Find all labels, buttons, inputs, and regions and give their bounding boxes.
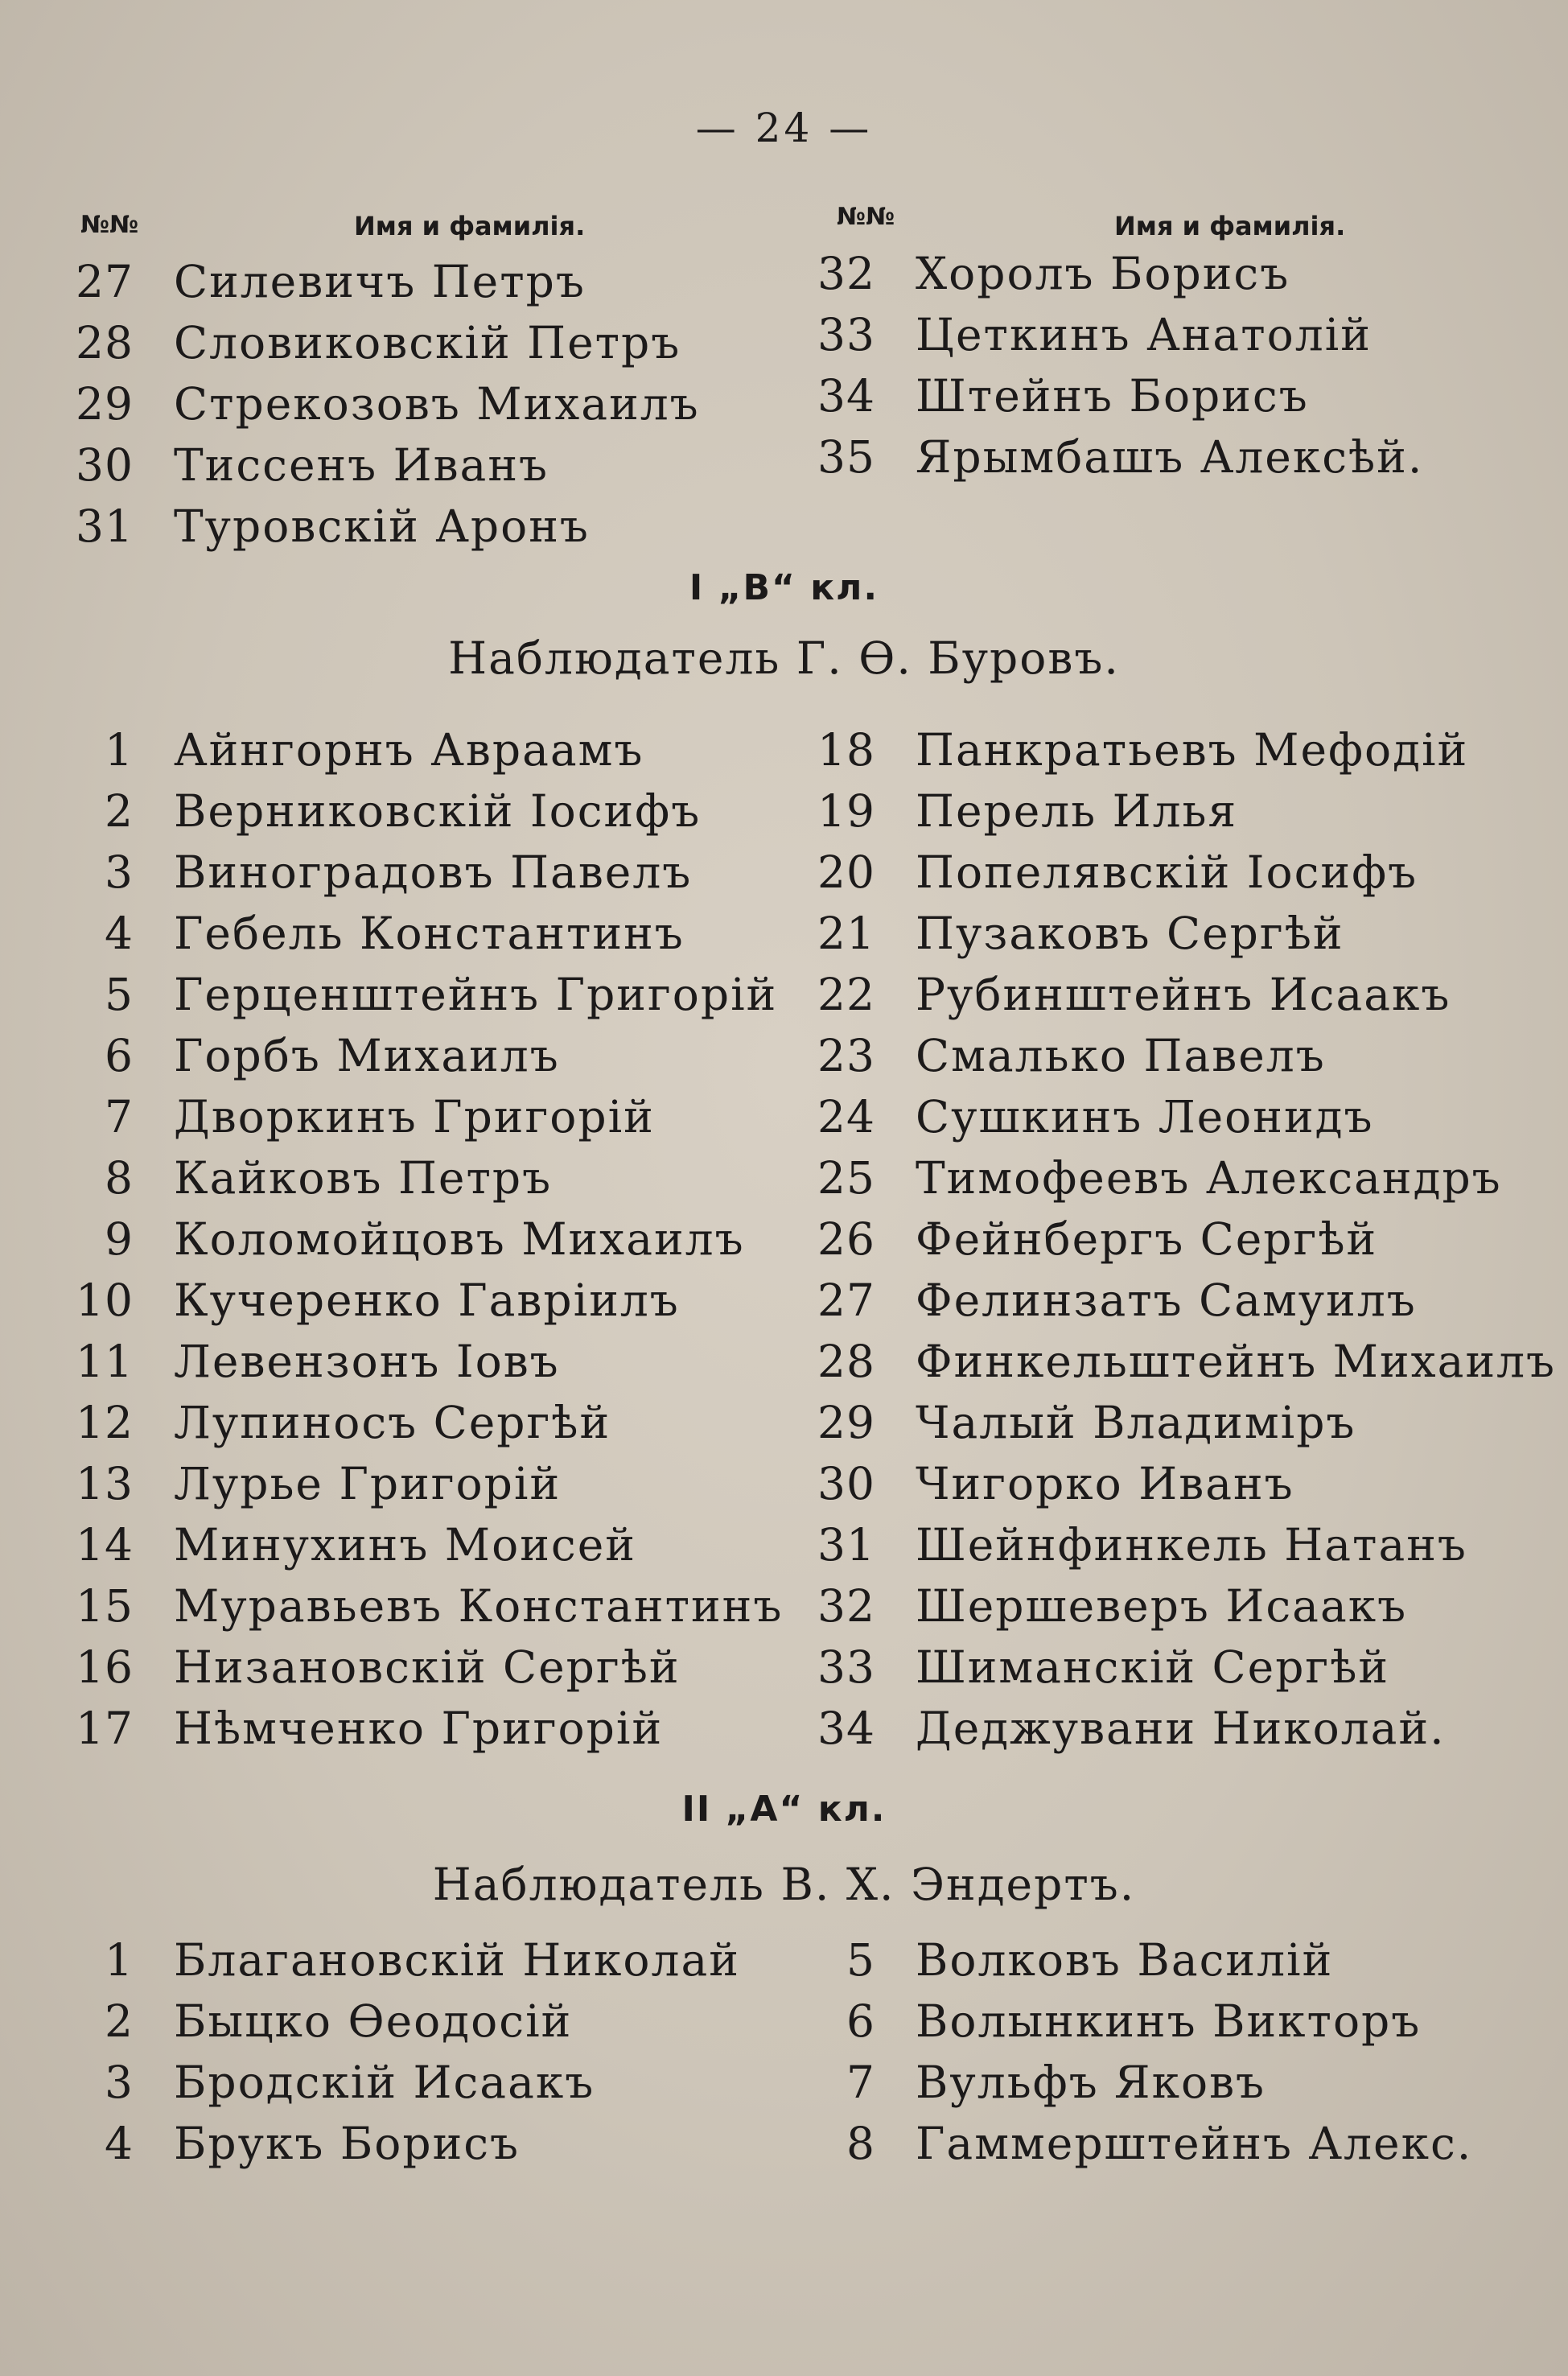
entry-number: 33 bbox=[817, 309, 875, 360]
entry-number: 26 bbox=[817, 1213, 875, 1265]
entry-number: 31 bbox=[817, 1519, 875, 1571]
entry-number: 3 bbox=[105, 2057, 134, 2108]
entry-name: Туровскій Аронъ bbox=[174, 500, 590, 552]
column-header-name-left: Имя и фамилія. bbox=[354, 211, 586, 241]
entry-number: 29 bbox=[817, 1397, 875, 1448]
entry-name: Хоролъ Борисъ bbox=[916, 248, 1290, 299]
entry-name: Чалый Владиміръ bbox=[916, 1397, 1356, 1448]
entry-name: Фейнбергъ Сергѣй bbox=[916, 1213, 1378, 1265]
entry-name: Волынкинъ Викторъ bbox=[916, 1995, 1422, 2047]
entry-name: Лурье Григорій bbox=[174, 1458, 562, 1509]
entry-number: 27 bbox=[76, 256, 134, 307]
entry-name: Муравьевъ Константинъ bbox=[174, 1580, 784, 1632]
entry-number: 2 bbox=[105, 785, 134, 837]
entry-name: Волковъ Василій bbox=[916, 1934, 1334, 1986]
entry-name: Словиковскій Петръ bbox=[174, 317, 681, 369]
entry-number: 6 bbox=[846, 1995, 875, 2047]
entry-number: 24 bbox=[817, 1091, 875, 1143]
entry-name: Панкратьевъ Мефодій bbox=[916, 724, 1469, 776]
entry-name: Тиссенъ Иванъ bbox=[174, 439, 549, 491]
entry-number: 29 bbox=[76, 378, 134, 430]
entry-name: Чигорко Иванъ bbox=[916, 1458, 1294, 1509]
entry-number: 10 bbox=[76, 1274, 134, 1326]
class-title: I „В“ кл. bbox=[689, 567, 879, 608]
entry-name: Лупиносъ Сергѣй bbox=[174, 1397, 611, 1448]
entry-number: 6 bbox=[105, 1030, 134, 1081]
entry-name: Низановскій Сергѣй bbox=[174, 1641, 681, 1693]
entry-name: Кайковъ Петръ bbox=[174, 1152, 553, 1204]
entry-number: 16 bbox=[76, 1641, 134, 1693]
entry-name: Попелявскій Іосифъ bbox=[916, 846, 1418, 898]
entry-name: Перель Илья bbox=[916, 785, 1238, 837]
entry-name: Коломойцовъ Михаилъ bbox=[174, 1213, 745, 1265]
entry-number: 32 bbox=[817, 248, 875, 299]
entry-name: Кучеренко Гавріилъ bbox=[174, 1274, 680, 1326]
entry-name: Шейнфинкель Натанъ bbox=[916, 1519, 1467, 1571]
entry-number: 18 bbox=[817, 724, 875, 776]
entry-name: Бродскій Исаакъ bbox=[174, 2057, 595, 2108]
entry-number: 30 bbox=[76, 439, 134, 491]
entry-name: Минухинъ Моисей bbox=[174, 1519, 636, 1571]
entry-name: Благановскій Николай bbox=[174, 1934, 740, 1986]
entry-number: 17 bbox=[76, 1703, 134, 1754]
entry-name: Виноградовъ Павелъ bbox=[174, 846, 693, 898]
entry-number: 9 bbox=[105, 1213, 134, 1265]
entry-number: 19 bbox=[817, 785, 875, 837]
entry-number: 14 bbox=[76, 1519, 134, 1571]
entry-number: 32 bbox=[817, 1580, 875, 1632]
entry-number: 13 bbox=[76, 1458, 134, 1509]
entry-name: Финкельштейнъ Михаилъ bbox=[916, 1336, 1557, 1387]
entry-number: 8 bbox=[105, 1152, 134, 1204]
entry-name: Сушкинъ Леонидъ bbox=[916, 1091, 1374, 1143]
entry-name: Фелинзатъ Самуилъ bbox=[916, 1274, 1417, 1326]
entry-number: 1 bbox=[105, 1934, 134, 1986]
entry-name: Вульфъ Яковъ bbox=[916, 2057, 1266, 2108]
entry-number: 31 bbox=[76, 500, 134, 552]
entry-name: Ярымбашъ Алексѣй. bbox=[916, 431, 1424, 483]
entry-number: 1 bbox=[105, 724, 134, 776]
entry-name: Нѣмченко Григорій bbox=[174, 1703, 664, 1754]
entry-name: Верниковскій Іосифъ bbox=[174, 785, 702, 837]
entry-number: 2 bbox=[105, 1995, 134, 2047]
entry-name: Шиманскій Сергѣй bbox=[916, 1641, 1390, 1693]
entry-name: Цеткинъ Анатолій bbox=[916, 309, 1372, 360]
entry-number: 4 bbox=[105, 908, 134, 959]
entry-name: Гаммерштейнъ Алекс. bbox=[916, 2118, 1473, 2169]
entry-number: 30 bbox=[817, 1458, 875, 1509]
entry-number: 23 bbox=[817, 1030, 875, 1081]
entry-name: Левензонъ Іовъ bbox=[174, 1336, 560, 1387]
entry-number: 4 bbox=[105, 2118, 134, 2169]
entry-number: 34 bbox=[817, 370, 875, 422]
column-header-number-left: №№ bbox=[80, 211, 139, 239]
entry-number: 7 bbox=[105, 1091, 134, 1143]
entry-name: Горбъ Михаилъ bbox=[174, 1030, 560, 1081]
entry-name: Пузаковъ Сергѣй bbox=[916, 908, 1344, 959]
entry-name: Быцко Ѳеодосій bbox=[174, 1995, 573, 2047]
entry-name: Дворкинъ Григорій bbox=[174, 1091, 655, 1143]
entry-number: 5 bbox=[846, 1934, 875, 1986]
entry-number: 28 bbox=[817, 1336, 875, 1387]
entry-name: Деджувани Николай. bbox=[916, 1703, 1446, 1754]
entry-number: 3 bbox=[105, 846, 134, 898]
entry-name: Силевичъ Петръ bbox=[174, 256, 586, 307]
observer-line: Наблюдатель Г. Ѳ. Буровъ. bbox=[448, 632, 1120, 684]
entry-number: 34 bbox=[817, 1703, 875, 1754]
entry-number: 35 bbox=[817, 431, 875, 483]
column-header-name-right: Имя и фамилія. bbox=[1114, 211, 1346, 241]
class-title: II „А“ кл. bbox=[681, 1789, 887, 1830]
entry-name: Штейнъ Борисъ bbox=[916, 370, 1309, 422]
entry-name: Шершеверъ Исаакъ bbox=[916, 1580, 1408, 1632]
entry-name: Айнгорнъ Авраамъ bbox=[174, 724, 644, 776]
entry-name: Герценштейнъ Григорій bbox=[174, 969, 778, 1020]
entry-number: 15 bbox=[76, 1580, 134, 1632]
column-header-number-right: №№ bbox=[837, 203, 895, 231]
entry-name: Брукъ Борисъ bbox=[174, 2118, 521, 2169]
entry-number: 12 bbox=[76, 1397, 134, 1448]
entry-number: 20 bbox=[817, 846, 875, 898]
entry-number: 22 bbox=[817, 969, 875, 1020]
entry-number: 28 bbox=[76, 317, 134, 369]
entry-name: Гебель Константинъ bbox=[174, 908, 685, 959]
entry-name: Смалько Павелъ bbox=[916, 1030, 1326, 1081]
entry-name: Стрекозовъ Михаилъ bbox=[174, 378, 700, 430]
entry-name: Рубинштейнъ Исаакъ bbox=[916, 969, 1451, 1020]
entry-number: 27 bbox=[817, 1274, 875, 1326]
entry-number: 25 bbox=[817, 1152, 875, 1204]
entry-number: 8 bbox=[846, 2118, 875, 2169]
entry-number: 7 bbox=[846, 2057, 875, 2108]
entry-number: 5 bbox=[105, 969, 134, 1020]
observer-line: Наблюдатель В. Х. Эндертъ. bbox=[432, 1859, 1136, 1910]
entry-number: 33 bbox=[817, 1641, 875, 1693]
entry-name: Тимофеевъ Александръ bbox=[916, 1152, 1502, 1204]
page-number: — 24 — bbox=[695, 105, 873, 151]
entry-number: 21 bbox=[817, 908, 875, 959]
entry-number: 11 bbox=[76, 1336, 134, 1387]
